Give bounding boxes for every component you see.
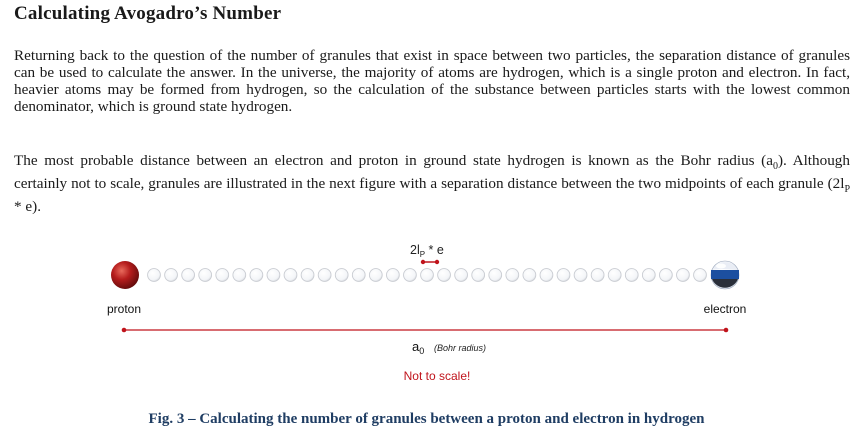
granule — [318, 269, 331, 282]
granule — [369, 269, 382, 282]
granule — [233, 269, 246, 282]
spacing-marker-dot-left — [421, 260, 425, 264]
bohr-radius-symbol — [412, 339, 424, 356]
bohr-line-end-right — [724, 328, 729, 333]
granule — [182, 269, 195, 282]
not-to-scale-warning: Not to scale! — [403, 369, 471, 382]
proton-label: proton — [106, 302, 142, 316]
paragraph-2 — [14, 152, 850, 215]
page-heading: Calculating Avogadro’s Number — [14, 3, 282, 24]
granule — [677, 269, 690, 282]
proton-particle — [111, 261, 139, 289]
paragraph-2-text-c: * e). — [14, 198, 41, 216]
granule — [267, 269, 280, 282]
granule — [404, 269, 417, 282]
granule — [421, 269, 434, 282]
granule — [540, 269, 553, 282]
granule — [199, 269, 212, 282]
spacing-label-rest: * e — [425, 243, 444, 257]
granule — [438, 269, 451, 282]
spacing-label — [410, 243, 444, 259]
granule — [472, 269, 485, 282]
paragraph-2-sub-a: 0 — [772, 161, 778, 173]
spacing-label-sub: P — [419, 250, 426, 259]
granule — [301, 269, 314, 282]
granule — [625, 269, 638, 282]
electron-label: electron — [703, 302, 747, 316]
granule — [386, 269, 399, 282]
granule-figure — [0, 232, 865, 382]
granule — [557, 269, 570, 282]
figure-caption: Fig. 3 – Calculating the number of granules between a proton and electron in hydrogen — [148, 411, 705, 427]
granule — [694, 269, 707, 282]
bohr-symbol-main: a — [412, 339, 420, 354]
granule — [608, 269, 621, 282]
bohr-radius-note: (Bohr radius) — [434, 343, 487, 353]
granule — [148, 269, 161, 282]
spacing-label-main: 2l — [410, 243, 420, 257]
granule — [523, 269, 536, 282]
granule — [216, 269, 229, 282]
granule — [455, 269, 468, 282]
bohr-line-end-left — [122, 328, 127, 333]
spacing-marker-dot-right — [435, 260, 439, 264]
electron-particle — [711, 261, 739, 289]
paragraph-1: Returning back to the question of the number of granules that exist in space between two particles, the separation distance of granules can be used to calculate the answer. In the universe, the majority of atoms are hydrogen, which is a single proton and electron. In fact, heavier atoms may be formed from hydrogen, so the calculation of the substance between particles starts with the lowest common denominator, which is ground state hydrogen. — [14, 47, 850, 115]
granule — [335, 269, 348, 282]
granule-row — [148, 269, 707, 282]
paragraph-2-sub-b: P — [844, 184, 850, 196]
granule — [250, 269, 263, 282]
paragraph-2-text-a: The most probable distance between an electron and proton in ground state hydrogen is known as the Bohr radius (a — [14, 152, 773, 169]
granule — [591, 269, 604, 282]
granule — [489, 269, 502, 282]
bohr-symbol-sub: 0 — [419, 346, 425, 356]
granule — [165, 269, 178, 282]
granule — [659, 269, 672, 282]
granule — [352, 269, 365, 282]
granule — [284, 269, 297, 282]
paragraph-2-text-b: ). Although certainly not to scale, granules are illustrated in the next figure with a separation distance between the two midpoints of each granule (2l — [14, 152, 850, 193]
granule — [642, 269, 655, 282]
granule — [574, 269, 587, 282]
granule — [506, 269, 519, 282]
